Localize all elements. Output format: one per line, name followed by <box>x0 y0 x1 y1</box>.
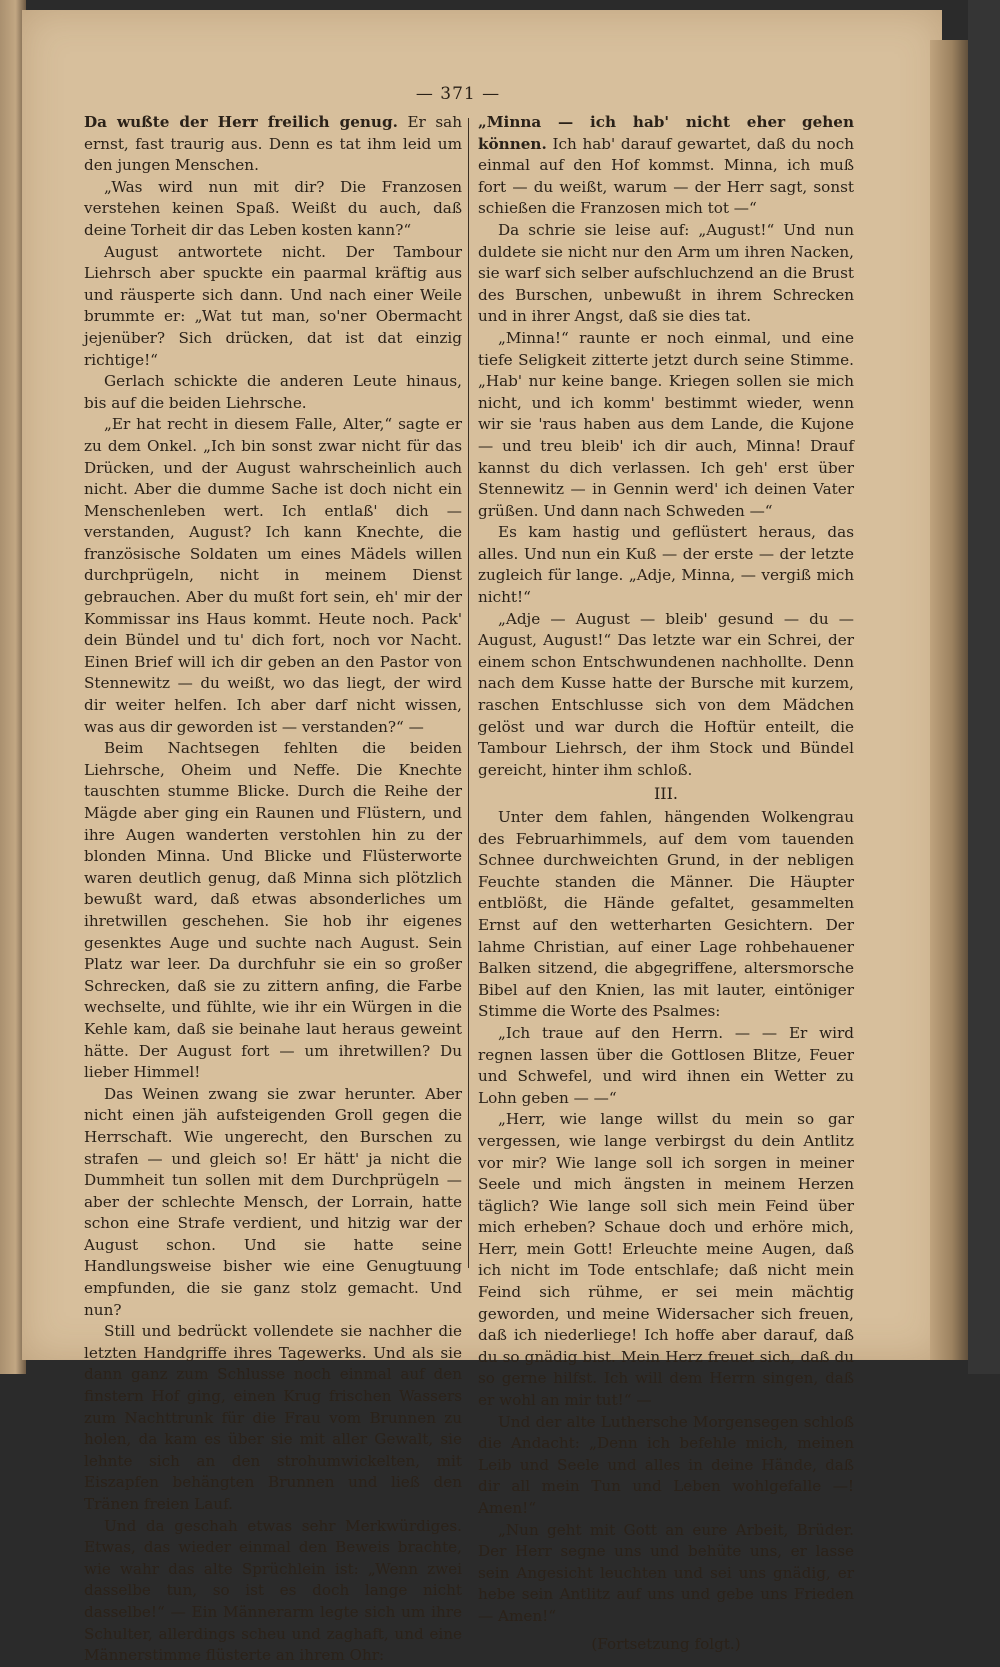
page-number: — 371 — <box>415 84 501 104</box>
paragraph: III. <box>653 784 679 804</box>
column-divider <box>468 118 469 1268</box>
paragraph: Und da geschah etwas sehr Merkwürdiges. Etwas, das wieder einmal den Beweis brachte, wie wahr das alte Sprüchlein ist: „Wenn zwei dasselbe tun, so ist es doch lange nicht dasselbe!“ — Ein Männerarm legte sich um ihre Schulter, allerdings scheu und zaghaft, und eine Männerstimme flüsterte an ihrem Ohr: <box>84 1516 462 1665</box>
paragraph: „Minna!“ raunte er noch einmal, und eine tiefe Seligkeit zitterte jetzt durch seine Stimme. „Hab' nur keine bange. Kriegen sollen sie mich nicht, und ich komm' bestimmt wieder, wenn wir sie 'raus haben aus dem Lande, die Kujone — und treu bleib' ich dir auch, Minna! Drauf kannst du dich verlassen. Ich geh' erst über Stennewitz — in Gennin werd' ich deinen Vater grüßen. Und dann nach Schweden —“ <box>478 328 854 520</box>
paragraph: Es kam hastig und geflüstert heraus, das alles. Und nun ein Kuß — der erste — der letzte zugleich für lange. „Adje, Minna, — vergiß mich nicht!“ <box>478 523 854 607</box>
paragraph: „Ich traue auf den Herrn. — — Er wird regnen lassen über die Gottlosen Blitze, Feuer und Schwefel, und wird ihnen ein Wetter zu Lohn geben — —“ <box>478 1023 854 1107</box>
paragraph: Still und bedrückt vollendete sie nachher die letzten Handgriffe ihres Tagewerks. Und als sie dann ganz zum Schlusse noch einmal auf den finstern Hof ging, einen Krug frischen Wassers zum Nachttrunk für die Frau vom Brunnen zu holen, da kam es über sie mit aller Gewalt, sie lehnte sich an den strohumwickelten, mit Eiszapfen behängten Brunnen und ließ den Tränen freien Lauf. <box>84 1322 462 1513</box>
left-text-column <box>84 112 462 1667</box>
paragraph: Da schrie sie leise auf: „August!“ Und nun duldete sie nicht nur den Arm um ihren Nacken, sie warf sich selber aufschluchzend an die Brust des Burschen, unbewußt in ihrem Schrecken und in ihrer Angst, daß sie dies tat. <box>478 220 854 326</box>
paragraph: „Was wird nun mit dir? Die Franzosen verstehen keinen Spaß. Weißt du auch, daß deine Torheit dir das Leben kosten kann?“ <box>84 177 462 239</box>
paragraph: „Herr, wie lange willst du mein so gar vergessen, wie lange verbirgst du dein Antlitz vor mir? Wie lange soll ich sorgen in meiner Seele und mich ängsten in meinem Herzen täglich? Wie lange soll sich mein Feind über mich erheben? Schaue doch und erhöre mich, Herr, mein Gott! Erleuchte meine Augen, daß ich nicht im Tode entschlafe; daß nicht mein Feind sich rühme, er sei mein mächtig geworden, und meine Widersacher sich freuen, daß ich niederliege! Ich hoffe aber darauf, daß du so gnädig bist. Mein Herz freuet sich, daß du so gerne hilfst. Ich will dem Herrn singen, daß er wohl an mir tut!“ — <box>478 1110 854 1410</box>
paragraph: Da wußte der Herr freilich genug. Er sah ernst, fast traurig aus. Denn es tat ihm leid um den jungen Menschen. <box>84 113 462 175</box>
paragraph: „Adje — August — bleib' gesund — du — August, August!“ Das letzte war ein Schrei, der einem schon Entschwundenen nachhollte. Denn nach dem Kusse hatte der Bursche mit kurzem, raschen Entschlusse sich von dem Mädchen gelöst und war durch die Hoftür enteilt, die Tambour Liehrsch, der ihm Stock und Bündel gereicht, hinter ihm schloß. <box>478 609 854 779</box>
paragraph: Das Weinen zwang sie zwar herunter. Aber nicht einen jäh aufsteigenden Groll gegen die Herrschaft. Wie ungerecht, den Burschen zu strafen — und gleich so! Er hätt' ja nicht die Dummheit tun sollen mit dem Durchprügeln — aber der schlechte Mensch, der Lorrain, hatte schon eine Strafe verdient, und hitzig war der August schon. Und sie hatte seine Handlungsweise bisher wie eine Genugtuung empfunden, die sie ganz stolz gemacht. Und nun? <box>84 1084 462 1319</box>
paragraph: „Er hat recht in diesem Falle, Alter,“ sagte er zu dem Onkel. „Ich bin sonst zwar nicht für das Drücken, und der August wahrscheinlich auch nicht. Aber die dumme Sache ist doch nicht ein Menschenleben wert. Ich entlaß' dich — verstanden, August? Ich kann Knechte, die französische Soldaten um eines Mädels willen durchprügeln, nicht in meinem Dienst gebrauchen. Aber du mußt fort sein, eh' mir der Kommissar ins Haus kommt. Heute noch. Pack' dein Bündel und tu' dich fort, noch vor Nacht. Einen Brief will ich dir geben an den Pastor von Stennewitz — du weißt, wo das liegt, der wird dir weiter helfen. Ich aber darf nicht wissen, was aus dir geworden ist — verstanden?“ — <box>84 415 462 736</box>
paragraph: Beim Nachtsegen fehlten die beiden Liehrsche, Oheim und Neffe. Die Knechte tauschten stumme Blicke. Durch die Reihe der Mägde aber ging ein Raunen und Flüstern, und ihre Augen wanderten verstohlen hin zu der blonden Minna. Und Blicke und Flüsterworte waren deutlich genug, daß Minna sich plötzlich bewußt ward, daß etwas absonderliches um ihretwillen geschehen. Sie hob ihr eigenes gesenktes Auge und suchte nach August. Sein Platz war leer. Da durchfuhr sie ein so großer Schrecken, daß sie zu zittern anfing, die Farbe wechselte, und fühlte, wie ihr ein Würgen in die Kehle kam, daß sie beinahe laut heraus geweint hätte. Der August fort — um ihretwillen? Du lieber Himmel! <box>84 739 462 1082</box>
paragraph: „Nun geht mit Gott an eure Arbeit, Brüder. Der Herr segne uns und behüte uns, er lasse sein Angesicht leuchten und sei uns gnädig, er hebe sein Antlitz auf uns und gebe uns Frieden — Amen!“ <box>478 1520 854 1625</box>
paragraph: „Minna — ich hab' nicht eher gehen können. Ich hab' darauf gewartet, daß du noch einmal auf den Hof kommst. Minna, ich muß fort — du weißt, warum — der Herr sagt, sonst schießen die Franzosen mich tot —“ <box>478 113 854 218</box>
paragraph: Unter dem fahlen, hängenden Wolkengrau des Februarhimmels, auf dem vom tauenden Schnee durchweichten Grund, in der nebligen Feuchte standen die Männer. Die Häupter entblößt, die Hände gefaltet, gesammelten Ernst auf den wetterharten Gesichtern. Der lahme Christian, auf einer Lage rohbehauener Balken sitzend, die abgegriffene, altersmorsche Bibel auf den Knien, las mit lauter, eintöniger Stimme die Worte des Psalmes: <box>478 808 854 1021</box>
paragraph: (Fortsetzung folgt.) <box>591 1634 741 1653</box>
paragraph: Gerlach schickte die anderen Leute hinaus, bis auf die beiden Liehrsche. <box>84 372 462 412</box>
paragraph: Und der alte Luthersche Morgensegen schloß die Andacht: „Denn ich befehle mich, meinen Leib und Seele und alles in deine Hände, daß dir all mein Tun und Leben wohlgefalle —! Amen!“ <box>478 1412 854 1517</box>
paragraph: August antwortete nicht. Der Tambour Liehrsch aber spuckte ein paarmal kräftig aus und räusperte sich dann. Und nach einer Weile brummte er: „Wat tut man, so'ner Obermacht jejenüber? Sich drücken, dat ist dat einzig richtige!“ <box>84 242 462 369</box>
right-text-column <box>478 112 854 1655</box>
book-binding <box>968 0 1000 1374</box>
